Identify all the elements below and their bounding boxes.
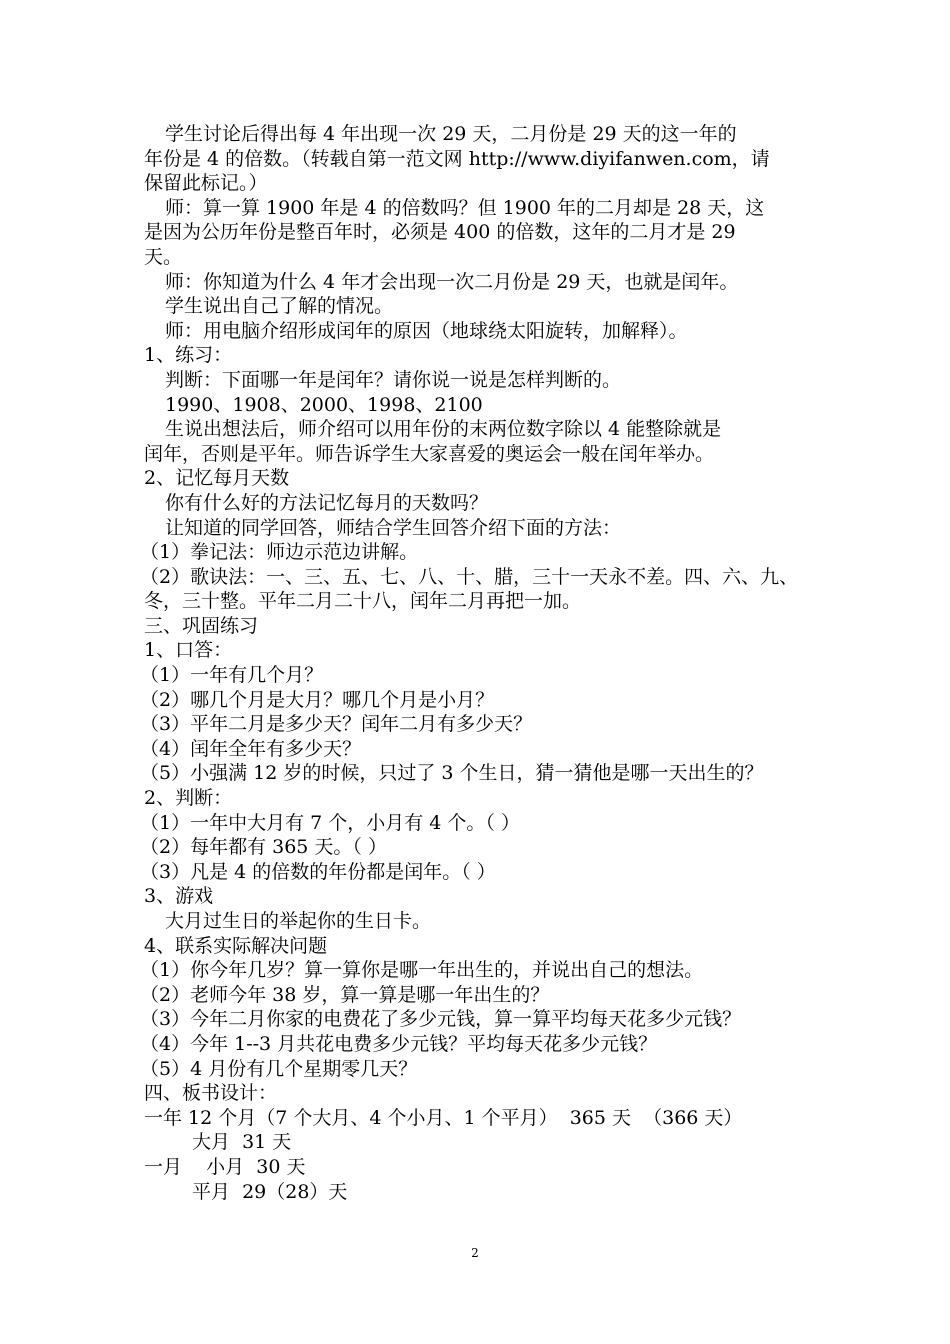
section-heading: 2、记忆每月天数 [144,467,290,490]
text-line: 学生讨论后得出每 4 年出现一次 29 天，二月份是 29 天的这一年的 [165,123,737,145]
list-item: （4）今年 1--3 月共花电费多少元钱？平均每天花多少元钱？ [140,1032,658,1055]
board-line: 平月 29（28）天 [192,1180,348,1203]
text-line: 判断：下面哪一年是闰年？请你说一说是怎样判断的。 [165,368,622,391]
section-heading: 1、练习： [144,344,233,367]
list-item: （4）闰年全年有多少天？ [140,737,362,760]
text-line: 生说出想法后，师介绍可以用年份的末两位数字除以 4 能整除就是 [165,418,722,441]
list-item: （3）凡是 4 的倍数的年份都是闰年。（ ） [140,860,496,883]
list-item: （2）哪几个月是大月？哪几个月是小月？ [140,688,495,711]
text-line: 你有什么好的方法记忆每月的天数吗？ [165,491,489,514]
text-line: 师：用电脑介绍形成闰年的原因（地球绕太阳旋转，加解释）。 [165,319,688,342]
text-line: 闰年，否则是平年。师告诉学生大家喜爱的奥运会一般在闰年举办。 [144,442,715,465]
text-line: （1）拳记法：师边示范边讲解。 [140,541,419,564]
section-heading: 4、联系实际解决问题 [144,934,328,957]
text-line: （2）歌诀法：一、三、五、七、八、十、腊，三十一天永不差。四、六、九、 [140,565,799,588]
list-item: （2）每年都有 365 天。（ ） [140,836,387,859]
list-item: （2）老师今年 38 岁，算一算是哪一年出生的？ [140,983,550,1006]
text-line: 是因为公历年份是整百年时，必须是 400 的倍数，这年的二月才是 29 [144,221,736,244]
board-line: 一年 12 个月（7 个大月、4 个小月、1 个平月） 365 天 （366 天） [144,1106,743,1129]
document-body [140,122,810,1204]
section-heading: 三、巩固练习 [144,614,259,637]
list-item: （3）今年二月你家的电费花了多少元钱，算一算平均每天花多少元钱？ [140,1008,742,1031]
page-number: 2 [471,1246,479,1260]
section-heading: 四、板书设计： [144,1082,278,1105]
list-item: （5）小强满 12 岁的时候，只过了 3 个生日，猜一猜他是哪一天出生的？ [140,762,764,785]
list-item: （1）你今年几岁？算一算你是哪一年出生的，并说出自己的想法。 [140,959,704,982]
text-line: 1990、1908、2000、1998、2100 [165,393,483,416]
section-heading: 2、判断： [144,787,233,810]
section-heading: 1、口答： [144,639,233,662]
list-item: （5）4 月份有几个星期零几天？ [140,1057,418,1080]
section-heading: 3、游戏 [144,885,214,908]
list-item: （3）平年二月是多少天？闰年二月有多少天？ [140,713,533,736]
board-line: 大月 31 天 [192,1131,292,1154]
list-item: （1）一年中大月有 7 个，小月有 4 个。（ ） [140,811,520,834]
text-line: 学生说出自己了解的情况。 [165,295,394,318]
text-line: 大月过生日的举起你的生日卡。 [165,910,432,932]
board-line: 一月 小月 30 天 [144,1155,306,1178]
text-line: 年份是 4 的倍数。（转载自第一范文网 http://www.diyifanwen.com，请 [144,147,770,170]
text-line: 让知道的同学回答，师结合学生回答介绍下面的方法： [165,516,622,539]
text-line: 保留此标记。） [144,172,268,195]
text-line: 师：算一算 1900 年是 4 的倍数吗？但 1900 年的二月却是 28 天，这 [165,196,765,219]
text-line: 师：你知道为什么 4 年才会出现一次二月份是 29 天，也就是闰年。 [165,270,739,293]
text-line: 冬，三十整。平年二月二十八，闰年二月再把一加。 [144,590,582,613]
list-item: （1）一年有几个月？ [140,664,324,687]
text-line: 天。 [144,245,183,268]
